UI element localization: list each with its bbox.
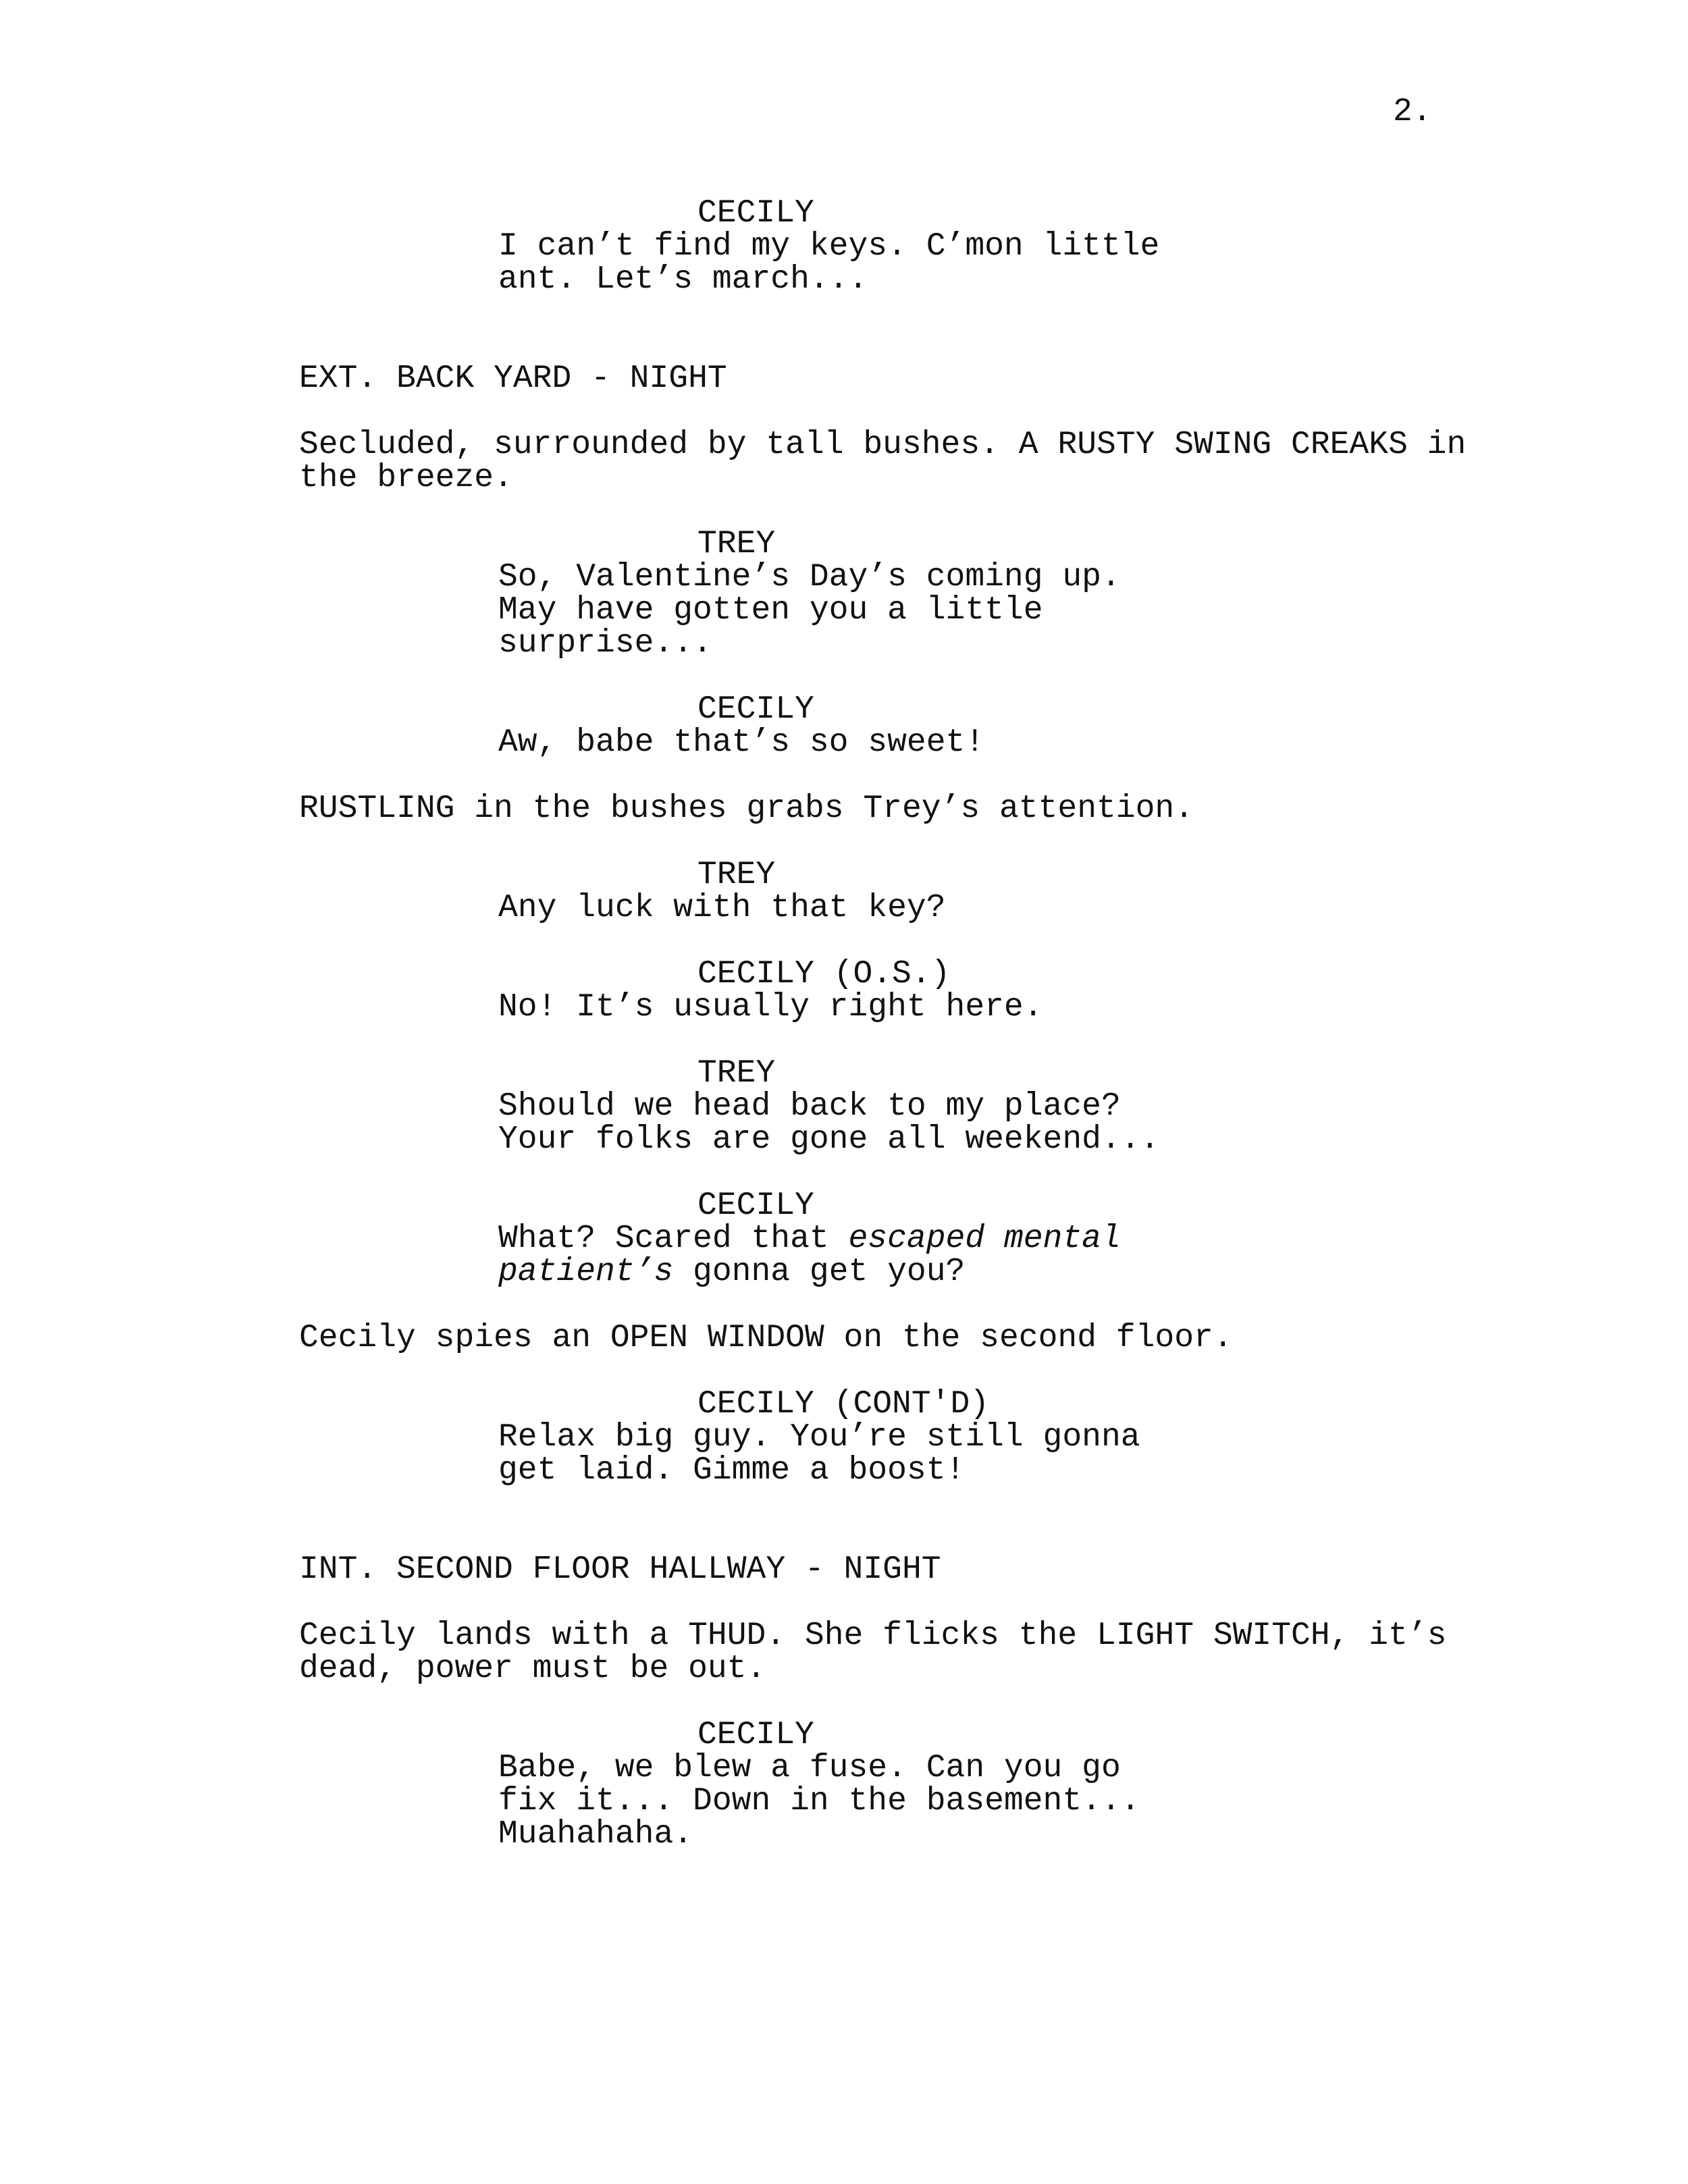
action-paragraph <box>299 1322 1460 1355</box>
scene-heading: EXT. BACK YARD - NIGHT <box>299 361 727 397</box>
character-name: CECILY (O.S.) <box>697 956 951 992</box>
action-line: the breeze. <box>299 460 513 496</box>
action-line: dead, power must be out. <box>299 1651 766 1687</box>
dialogue-line: No! It’s usually right here. <box>498 989 1043 1026</box>
character-name: TREY <box>697 1055 776 1092</box>
dialogue-line: So, Valentine’s Day’s coming up. <box>498 559 1121 595</box>
dialogue-block <box>299 1719 1460 1851</box>
italic-text: patient’s <box>498 1254 674 1290</box>
action-line: Cecily spies an OPEN WINDOW on the second floor. <box>299 1320 1233 1356</box>
dialogue-line: Muahahaha. <box>498 1816 693 1853</box>
dialogue-line <box>299 1223 1460 1256</box>
dialogue-line: Relax big guy. You’re still gonna <box>498 1419 1140 1456</box>
dialogue-block <box>299 1190 1460 1289</box>
italic-text: escaped mental <box>848 1221 1121 1257</box>
action-paragraph <box>299 1620 1460 1686</box>
screenplay-body <box>299 195 1467 1884</box>
character-name: CECILY <box>697 1717 814 1753</box>
dialogue-line <box>299 1256 1460 1289</box>
dialogue-line: Any luck with that key? <box>498 890 946 926</box>
character-name: CECILY <box>697 1188 814 1224</box>
action-line: Secluded, surrounded by tall bushes. A RUSTY SWING CREAKS in <box>299 427 1467 463</box>
dialogue-line: May have gotten you a little <box>498 592 1043 629</box>
character-name: TREY <box>697 526 776 562</box>
character-name: TREY <box>697 857 776 893</box>
character-name: CECILY <box>697 691 814 728</box>
dialogue-line: Babe, we blew a fuse. Can you go <box>498 1750 1121 1786</box>
dialogue-block <box>299 1057 1460 1156</box>
action-paragraph <box>299 427 1467 496</box>
dialogue-line: get laid. Gimme a boost! <box>498 1452 966 1489</box>
dialogue-line: ant. Let’s march... <box>498 261 868 298</box>
dialogue-line: Should we head back to my place? <box>498 1088 1121 1125</box>
character-name: CECILY <box>697 195 814 232</box>
dialogue-block <box>299 528 1460 660</box>
action-line: RUSTLING in the bushes grabs Trey’s attention. <box>299 791 1194 827</box>
dialogue-line: Aw, babe that’s so sweet! <box>498 724 985 761</box>
dialogue-block <box>299 859 1460 925</box>
dialogue-block <box>299 958 1460 1024</box>
action-paragraph <box>299 793 1460 826</box>
character-name: CECILY (CONT'D) <box>697 1386 990 1422</box>
dialogue-line: I can’t find my keys. C’mon little <box>498 228 1160 265</box>
dialogue-line: fix it... Down in the basement... <box>498 1783 1140 1819</box>
dialogue-block <box>299 693 1460 760</box>
dialogue-line: surprise... <box>498 625 712 662</box>
dialogue-line: Your folks are gone all weekend... <box>498 1121 1160 1158</box>
dialogue-block <box>299 1388 1460 1487</box>
scene-heading: INT. SECOND FLOOR HALLWAY - NIGHT <box>299 1551 941 1588</box>
text-span: gonna get you? <box>673 1254 966 1290</box>
text-span: What? Scared that <box>498 1221 849 1257</box>
dialogue-block <box>299 197 1460 296</box>
action-line: Cecily lands with a THUD. She flicks the LIGHT SWITCH, it’s <box>299 1618 1447 1654</box>
page-number: 2. <box>1393 94 1432 130</box>
